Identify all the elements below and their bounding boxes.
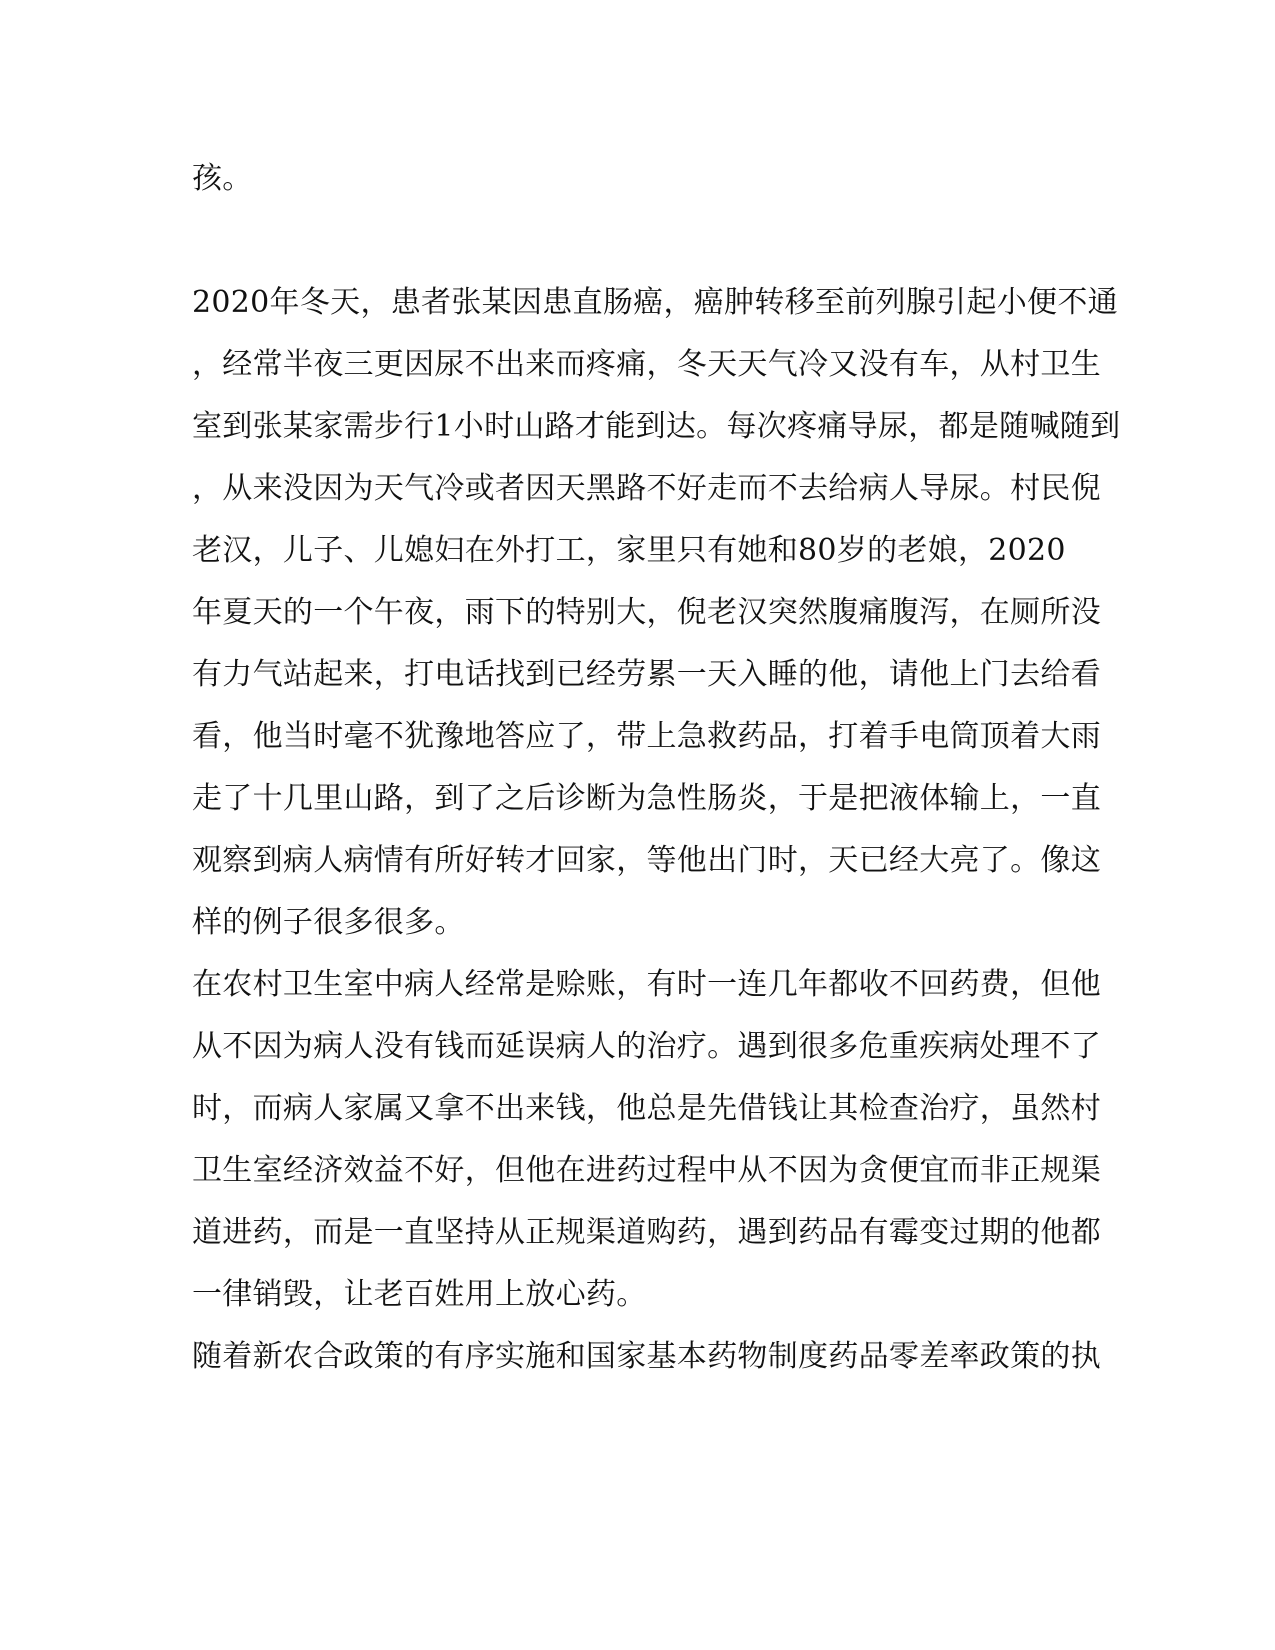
text-line: 道进药，而是一直坚持从正规渠道购药，遇到药品有霉变过期的他都 <box>192 1215 1101 1250</box>
text-line: 在农村卫生室中病人经常是赊账，有时一连几年都收不回药费，但他 <box>192 967 1101 1002</box>
text-line: 随着新农合政策的有序实施和国家基本药物制度药品零差率政策的执 <box>192 1339 1101 1374</box>
text-line: 看，他当时毫不犹豫地答应了，带上急救药品，打着手电筒顶着大雨 <box>192 719 1101 754</box>
text-line: 一律销毁，让老百姓用上放心药。 <box>192 1277 647 1312</box>
text-line: 老汉，儿子、儿媳妇在外打工，家里只有她和80岁的老娘，2020 <box>192 533 1066 568</box>
text-line: 孩。 <box>192 161 253 196</box>
text-line: 年夏天的一个午夜，雨下的特别大，倪老汉突然腹痛腹泻，在厕所没 <box>192 595 1101 630</box>
text-line: 时，而病人家属又拿不出来钱，他总是先借钱让其检查治疗，虽然村 <box>192 1091 1101 1126</box>
text-line: 卫生室经济效益不好，但他在进药过程中从不因为贪便宜而非正规渠 <box>192 1153 1101 1188</box>
text-line: 从不因为病人没有钱而延误病人的治疗。遇到很多危重疾病处理不了 <box>192 1029 1101 1064</box>
text-line: 走了十几里山路，到了之后诊断为急性肠炎，于是把液体输上，一直 <box>192 781 1101 816</box>
text-line: 有力气站起来，打电话找到已经劳累一天入睡的他，请他上门去给看 <box>192 657 1101 692</box>
text-line: ，经常半夜三更因尿不出来而疼痛，冬天天气冷又没有车，从村卫生 <box>192 347 1101 382</box>
text-line: ，从来没因为天气冷或者因天黑路不好走而不去给病人导尿。村民倪 <box>192 471 1101 506</box>
text-line: 样的例子很多很多。 <box>192 905 465 940</box>
text-line: 观察到病人病情有所好转才回家，等他出门时，天已经大亮了。像这 <box>192 843 1101 878</box>
text-line: 室到张某家需步行1小时山路才能到达。每次疼痛导尿，都是随喊随到 <box>192 409 1121 444</box>
text-line: 2020年冬天，患者张某因患直肠癌，癌肿转移至前列腺引起小便不通 <box>192 285 1118 320</box>
